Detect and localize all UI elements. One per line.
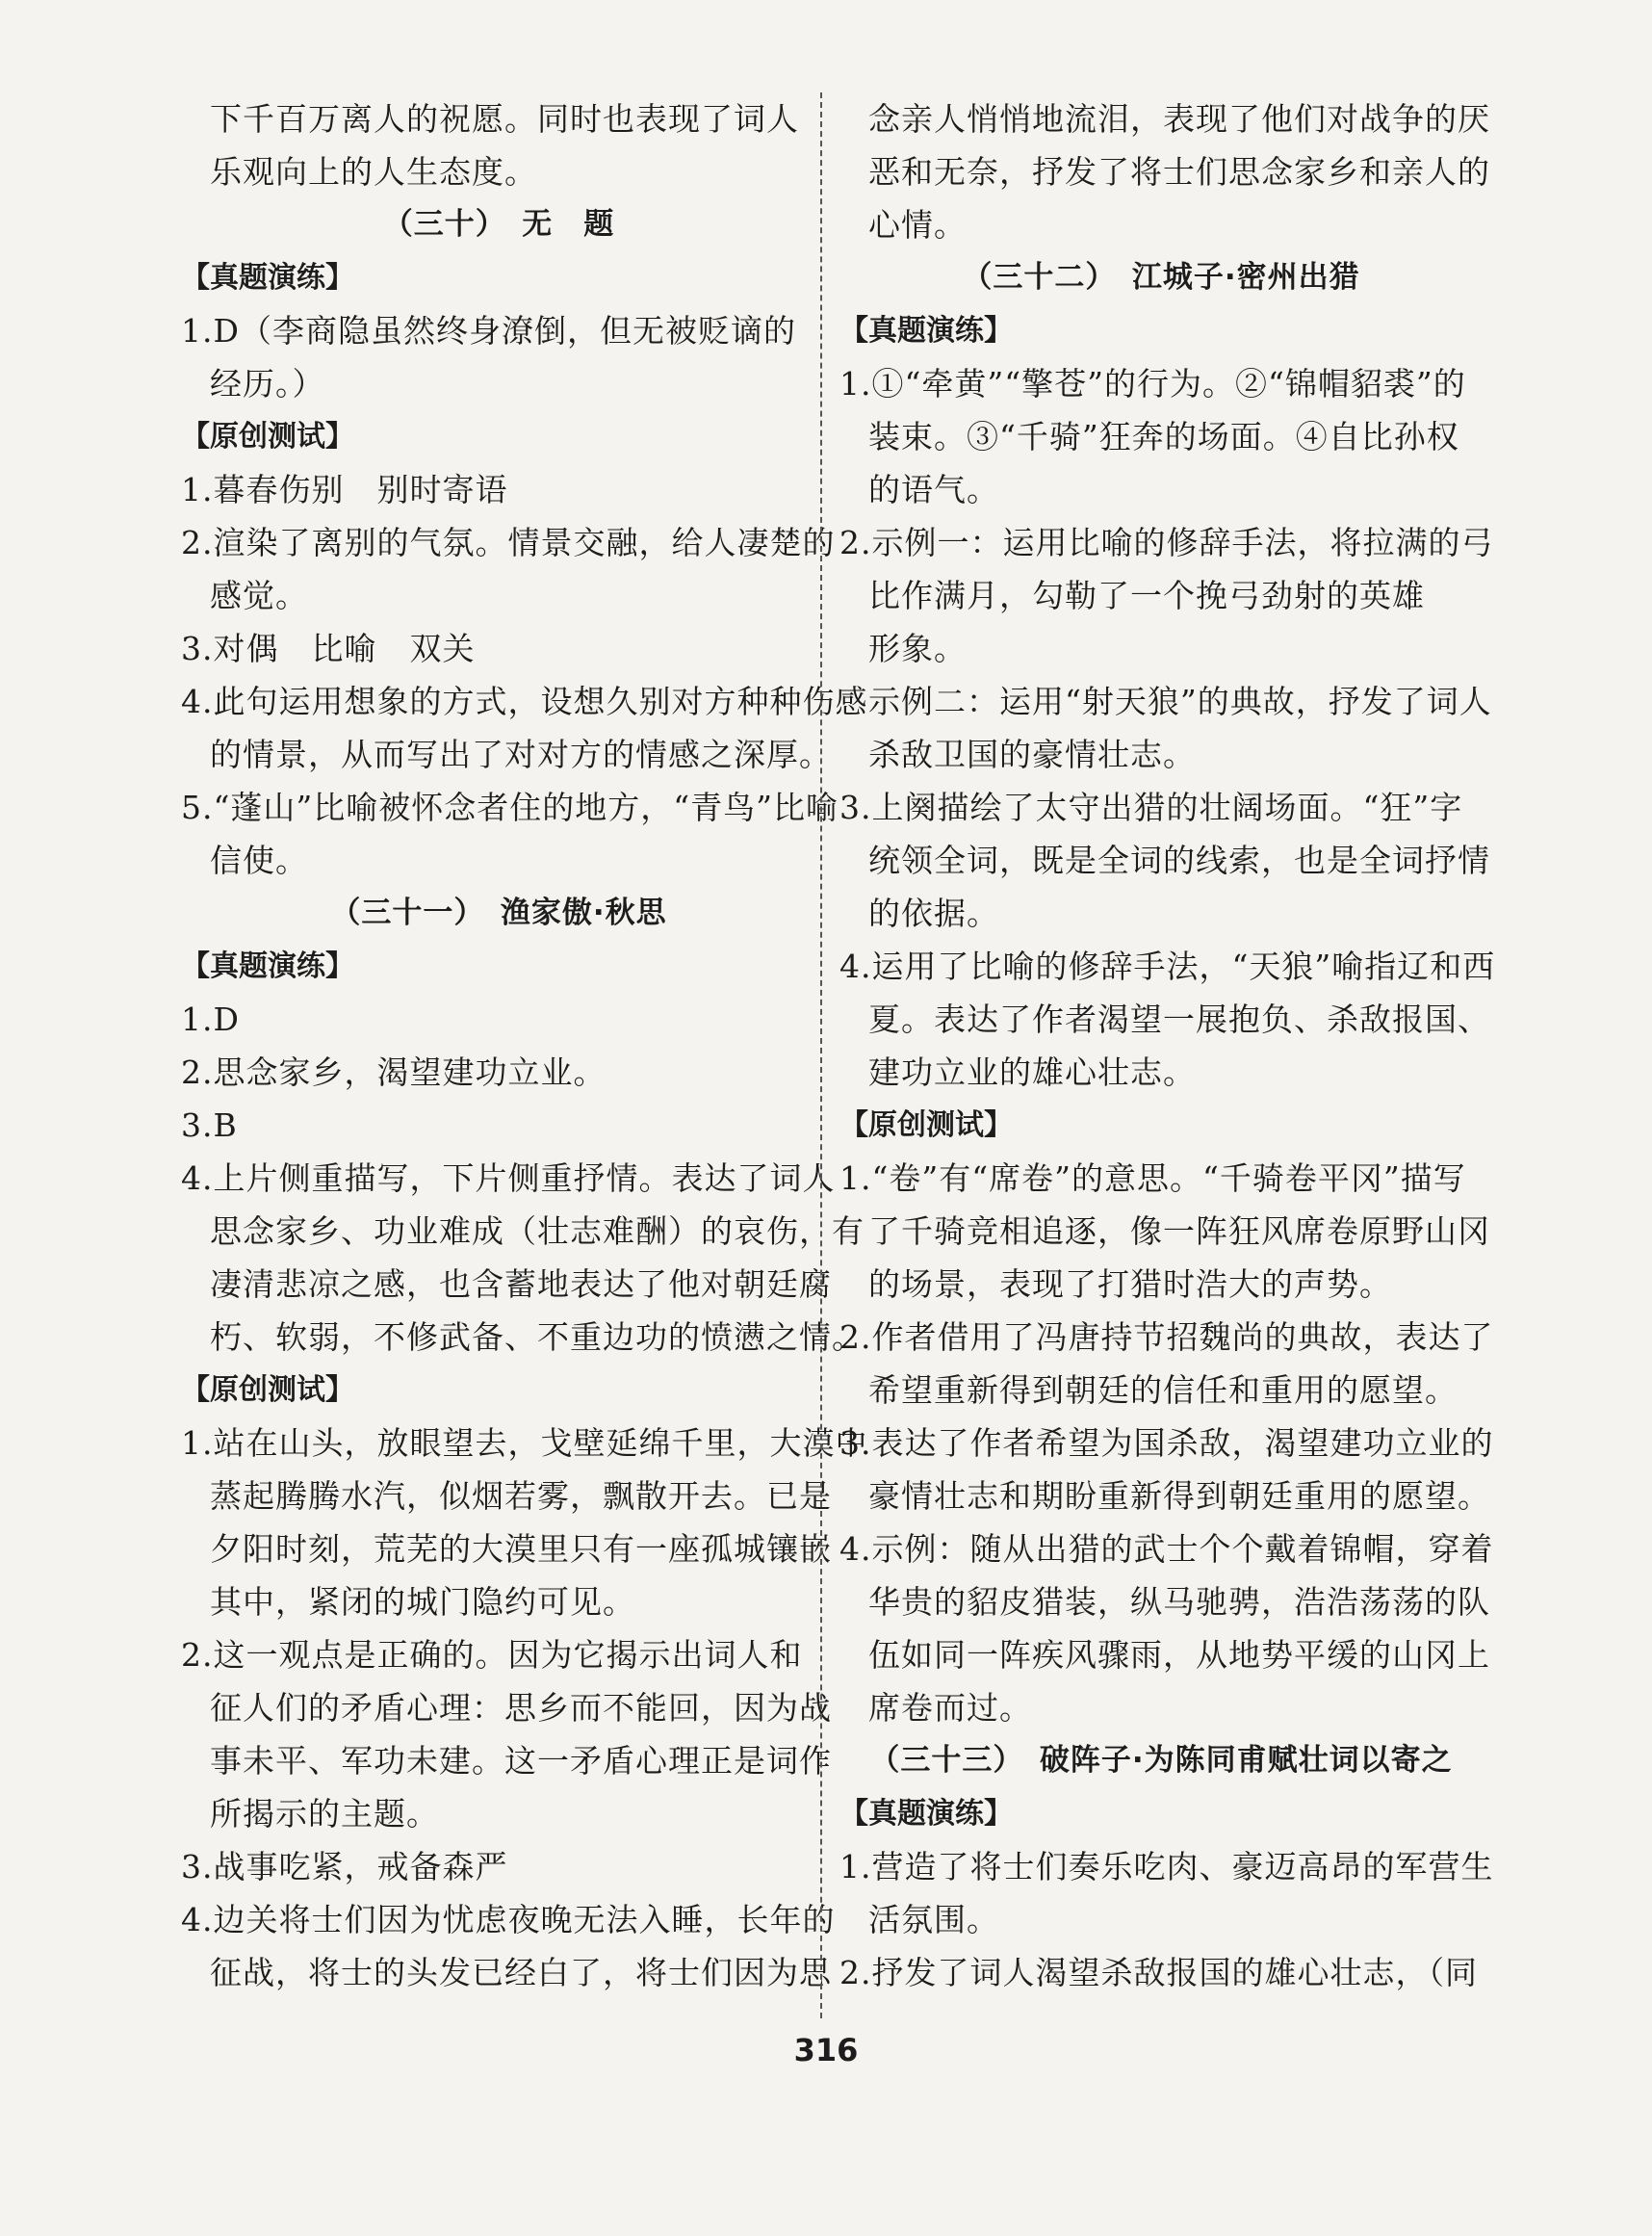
answer-line: 席卷而过。: [868, 1689, 1032, 1727]
answer-line: 经历。）: [210, 365, 325, 403]
answer-line: 1.①“牵黄”“擎苍”的行为。②“锦帽貂裘”的: [839, 365, 1466, 403]
answer-line: 2.作者借用了冯唐持节招魏尚的典故，表达了: [839, 1318, 1494, 1356]
answer-line: 的语气。: [868, 471, 999, 508]
answer-line: 事未平、军功未建。这一矛盾心理正是词作: [210, 1742, 832, 1780]
answer-line: 所揭示的主题。: [210, 1795, 439, 1833]
answer-line: 恶和无奈，抒发了将士们思念家乡和亲人的: [868, 153, 1490, 191]
answer-line: 蒸起腾腾水汽，似烟若雾，飘散开去。已是: [210, 1477, 832, 1515]
answer-line: 4.示例：随从出猎的武士个个戴着锦帽，穿着: [839, 1530, 1494, 1568]
answer-line: 4.此句运用想象的方式，设想久别对方种种伤感: [181, 683, 868, 720]
answer-line: 的依据。: [868, 895, 999, 932]
answer-line: 感觉。: [210, 577, 308, 614]
answer-line: 2.这一观点是正确的。因为它揭示出词人和: [181, 1636, 803, 1674]
answer-line: 1.暮春伤别 别时寄语: [181, 471, 508, 508]
answer-line: 的情景，从而写出了对对方的情感之深厚。: [210, 736, 832, 773]
answer-line: 了千骑竞相追逐，像一阵狂风席卷原野山冈: [868, 1212, 1490, 1250]
section-label: 【真题演练】: [181, 261, 354, 295]
answer-line: 心情。: [868, 206, 967, 244]
answer-line: 建功立业的雄心壮志。: [868, 1053, 1196, 1091]
answer-line: 比作满月，勾勒了一个挽弓劲射的英雄: [868, 577, 1425, 614]
answer-line: 华贵的貂皮猎装，纵马驰骋，浩浩荡荡的队: [868, 1583, 1490, 1621]
answer-line: 下千百万离人的祝愿。同时也表现了词人: [210, 100, 799, 138]
answer-line: 征人们的矛盾心理：思乡而不能回，因为战: [210, 1689, 832, 1727]
answer-line: 豪情壮志和期盼重新得到朝廷重用的愿望。: [868, 1477, 1490, 1515]
section-label: 【原创测试】: [181, 1373, 354, 1407]
answer-line: 5.“蓬山”比喻被怀念者住的地方，“青鸟”比喻: [181, 789, 839, 826]
answer-line: 1.站在山头，放眼望去，戈壁延绵千里，大漠中: [181, 1424, 868, 1462]
answer-line: 1.“卷”有“席卷”的意思。“千骑卷平冈”描写: [839, 1159, 1466, 1197]
answer-line: 统领全词，既是全词的线索，也是全词抒情: [868, 842, 1490, 879]
answer-line: 3.上阕描绘了太守出猎的壮阔场面。“狂”字: [839, 789, 1463, 826]
section-label: 【真题演练】: [181, 949, 354, 983]
answer-line: 杀敌卫国的豪情壮志。: [868, 736, 1196, 773]
answer-line: 1.D: [181, 1001, 240, 1038]
answer-line: 活氛围。: [868, 1901, 999, 1938]
answer-line: 朽、软弱，不修武备、不重边功的愤懑之情。: [210, 1318, 865, 1356]
answer-line: 示例二：运用“射天狼”的典故，抒发了词人: [868, 683, 1492, 720]
section-heading: （三十一） 渔家傲·秋思: [330, 896, 667, 930]
answer-line: 3.表达了作者希望为国杀敌，渴望建功立业的: [839, 1424, 1494, 1462]
section-heading: （三十三） 破阵子·为陈同甫赋壮词以寄之: [869, 1743, 1453, 1778]
answer-line: 装束。③“千骑”狂奔的场面。④自比孙权: [868, 418, 1459, 455]
answer-line: 凄清悲凉之感，也含蓄地表达了他对朝廷腐: [210, 1265, 832, 1303]
answer-line: 其中，紧闭的城门隐约可见。: [210, 1583, 635, 1621]
answer-line: 4.边关将士们因为忧虑夜晚无法入睡，长年的: [181, 1901, 836, 1938]
right-column: [839, 92, 1496, 1999]
answer-line: 2.思念家乡，渴望建功立业。: [181, 1053, 607, 1091]
answer-line: 2.示例一：运用比喻的修辞手法，将拉满的弓: [839, 524, 1494, 561]
answer-line: 2.渲染了离别的气氛。情景交融，给人凄楚的: [181, 524, 836, 561]
answer-line: 夕阳时刻，荒芜的大漠里只有一座孤城镶嵌: [210, 1530, 832, 1568]
section-label: 【原创测试】: [839, 1108, 1013, 1142]
answer-line: 4.上片侧重描写，下片侧重抒情。表达了词人: [181, 1159, 836, 1197]
answer-line: 的场景，表现了打猎时浩大的声势。: [868, 1265, 1392, 1303]
answer-line: 希望重新得到朝廷的信任和重用的愿望。: [868, 1371, 1458, 1409]
section-label: 【原创测试】: [181, 420, 354, 454]
answer-line: 征战，将士的头发已经白了，将士们因为思: [210, 1954, 832, 1991]
answer-line: 伍如同一阵疾风骤雨，从地势平缓的山冈上: [868, 1636, 1490, 1674]
answer-line: 3.对偶 比喻 双关: [181, 630, 476, 667]
page-number: 316: [793, 2032, 859, 2068]
answer-line: 2.抒发了词人渴望杀敌报国的雄心壮志，（同: [839, 1954, 1478, 1991]
column-divider: [820, 92, 822, 2018]
answer-line: 信使。: [210, 842, 308, 879]
answer-line: 3.B: [181, 1106, 238, 1144]
answer-line: 乐观向上的人生态度。: [210, 153, 537, 191]
answer-line: 3.战事吃紧，戒备森严: [181, 1848, 508, 1885]
answer-line: 夏。表达了作者渴望一展抱负、杀敌报国、: [868, 1001, 1490, 1038]
answer-line: 形象。: [868, 630, 967, 667]
answer-line: 思念家乡、功业难成（壮志难酬）的哀伤，有: [210, 1212, 865, 1250]
section-heading: （三十） 无 题: [382, 207, 615, 242]
section-heading: （三十二） 江城子·密州出猎: [962, 260, 1360, 295]
answer-line: 念亲人悄悄地流泪，表现了他们对战争的厌: [868, 100, 1490, 138]
section-label: 【真题演练】: [839, 314, 1013, 348]
answer-line: 1.D（李商隐虽然终身潦倒，但无被贬谪的: [181, 312, 796, 350]
answer-line: 1.营造了将士们奏乐吃肉、豪迈高昂的军营生: [839, 1848, 1494, 1885]
left-column: [181, 92, 868, 1999]
answer-line: 4.运用了比喻的修辞手法，“天狼”喻指辽和西: [839, 948, 1496, 985]
section-label: 【真题演练】: [839, 1797, 1013, 1831]
